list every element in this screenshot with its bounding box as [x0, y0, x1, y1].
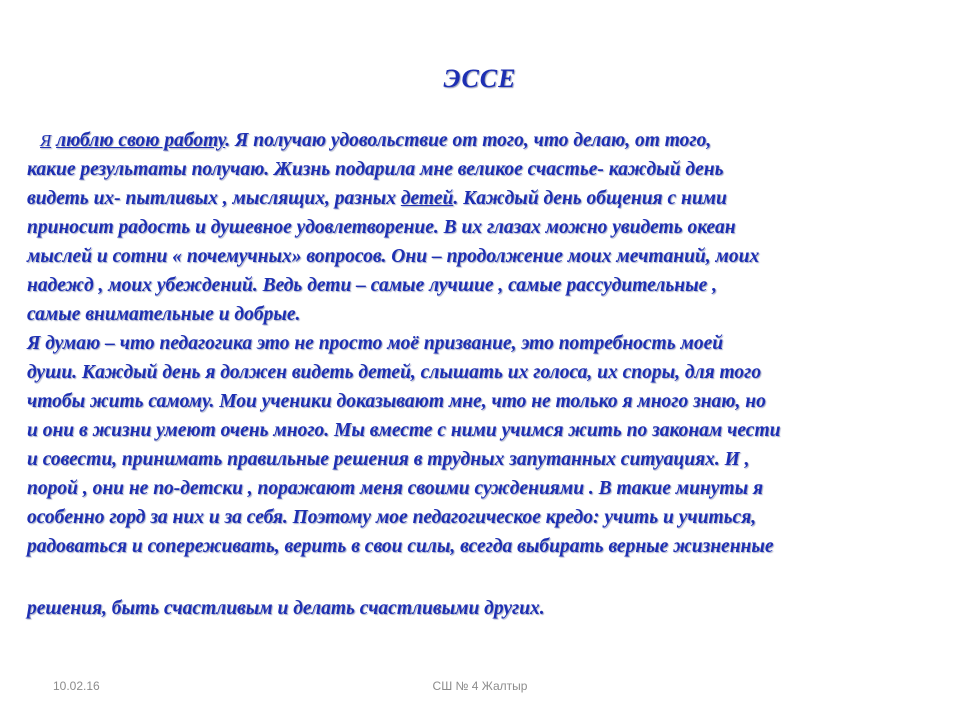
essay-line-4: приносит радость и душевное удовлетворение. В их глазах можно увидеть океан: [27, 217, 736, 238]
line-3-after: . Каждый день общения с ними: [453, 188, 727, 209]
underlined-phrase: люблю свою работу: [56, 130, 226, 151]
essay-line-13: порой , они не по-детски , поражают меня своими суждениями . В такие минуты я: [27, 478, 764, 499]
line-3-before: видеть их- пытливых , мыслящих, разных: [27, 188, 401, 209]
essay-line-12: и совести, принимать правильные решения в трудных запутанных ситуациях. И ,: [27, 449, 750, 470]
underlined-children: детей: [400, 188, 454, 209]
essay-line-11: и они в жизни умеют очень много. Мы вместе с ними учимся жить по законам чести: [27, 420, 781, 441]
essay-line-6: надежд , моих убеждений. Ведь дети – самые лучшие , самые рассудительные ,: [27, 275, 718, 296]
essay-line-7: самые внимательные и добрые.: [27, 304, 301, 325]
essay-line-14: особенно горд за них и за себя. Поэтому мое педагогическое кредо: учить и учиться,: [27, 507, 757, 528]
essay-line-3: [27, 184, 937, 213]
footer-date: 10.02.16: [53, 679, 100, 693]
footer-school: СШ № 4 Жалтыр: [432, 679, 528, 693]
essay-line-16: решения, быть счастливым и делать счастливыми других.: [27, 598, 545, 619]
essay-line-8: Я думаю – что педагогика это не просто моё призвание, это потребность моей: [27, 333, 724, 354]
essay-line-10: чтобы жить самому. Мои ученики доказывают мне, что не только я много знаю, но: [27, 391, 766, 412]
essay-line-2: какие результаты получаю. Жизнь подарила мне великое счастье- каждый день: [27, 159, 724, 180]
essay-line-9: души. Каждый день я должен видеть детей, слышать их голоса, их споры, для того: [27, 362, 762, 383]
essay-line-15: радоваться и сопереживать, верить в свои силы, всегда выбирать верные жизненные: [27, 536, 774, 557]
first-letter: Я: [40, 131, 52, 150]
essay-body: [27, 126, 937, 623]
paragraph-gap: [27, 561, 937, 594]
essay-line-5: мыслей и сотни « почемучных» вопросов. Они – продолжение моих мечтаний, моих: [27, 246, 760, 267]
essay-title: ЭССЕ: [443, 64, 517, 93]
line-1-rest: . Я получаю удовольствие от того, что делаю, от того,: [225, 130, 712, 151]
essay-line-1: [27, 126, 937, 155]
